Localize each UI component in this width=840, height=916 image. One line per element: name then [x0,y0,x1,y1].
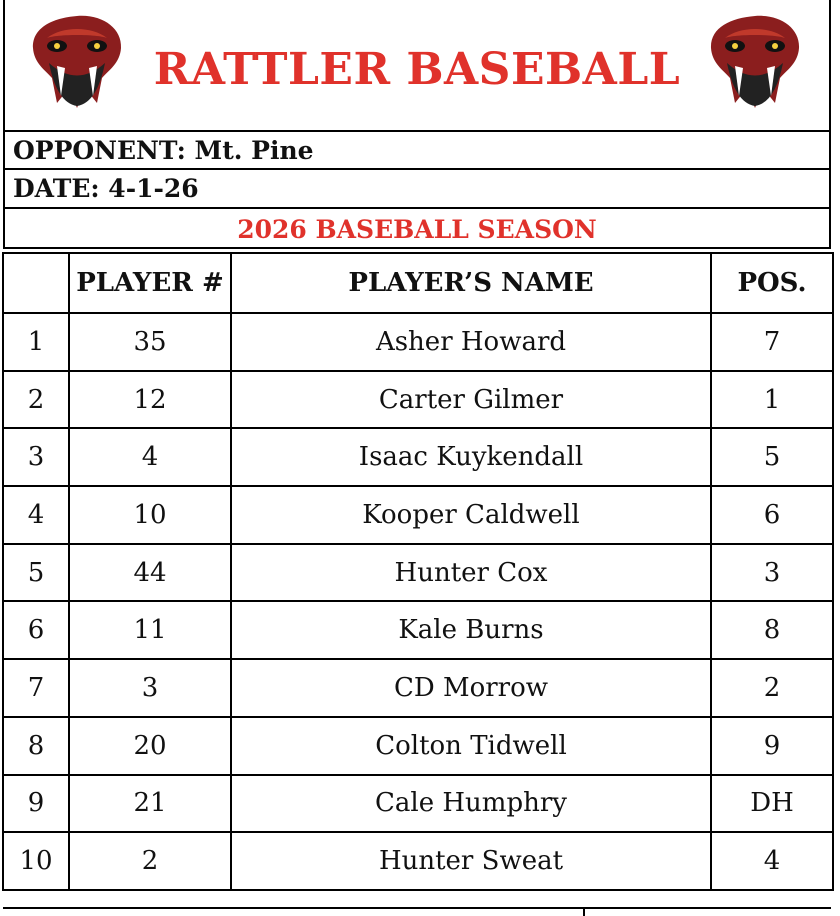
player-number: 3 [69,659,231,717]
bottom-divider-tick [583,907,585,916]
batting-order: 5 [3,544,69,602]
player-name: CD Morrow [231,659,711,717]
header [3,0,831,130]
batting-order: 4 [3,486,69,544]
date-label: DATE: 4-1-26 [3,170,831,209]
player-position: 8 [711,601,833,659]
batting-order: 6 [3,601,69,659]
player-number: 4 [69,428,231,486]
rattlesnake-logo-icon [705,8,805,118]
column-header-player-number: PLAYER # [69,253,231,313]
player-position: 6 [711,486,833,544]
table-row [3,486,833,544]
player-number: 21 [69,775,231,833]
batting-order: 10 [3,832,69,890]
batting-order: 1 [3,313,69,371]
player-number: 20 [69,717,231,775]
table-row [3,832,833,890]
opponent-label: OPPONENT: Mt. Pine [3,130,831,170]
player-number: 35 [69,313,231,371]
table-row [3,428,833,486]
batting-order: 9 [3,775,69,833]
player-position: 4 [711,832,833,890]
lineup-table [2,252,834,891]
page-title: RATTLER BASEBALL [153,44,681,95]
batting-order: 7 [3,659,69,717]
bottom-divider [3,907,831,909]
table-row [3,371,833,429]
player-position: 9 [711,717,833,775]
player-number: 10 [69,486,231,544]
player-name: Hunter Sweat [231,832,711,890]
player-position: 3 [711,544,833,602]
player-name: Isaac Kuykendall [231,428,711,486]
player-name: Cale Humphry [231,775,711,833]
player-name: Asher Howard [231,313,711,371]
player-name: Hunter Cox [231,544,711,602]
season-label: 2026 BASEBALL SEASON [3,209,831,249]
column-header-position: POS. [711,253,833,313]
table-row [3,601,833,659]
table-row [3,544,833,602]
player-number: 44 [69,544,231,602]
batting-order: 2 [3,371,69,429]
player-position: DH [711,775,833,833]
batting-order: 3 [3,428,69,486]
player-name: Colton Tidwell [231,717,711,775]
player-position: 1 [711,371,833,429]
player-number: 2 [69,832,231,890]
column-header-player-name: PLAYER’S NAME [231,253,711,313]
player-position: 2 [711,659,833,717]
player-number: 11 [69,601,231,659]
table-row [3,313,833,371]
table-row [3,659,833,717]
player-number: 12 [69,371,231,429]
player-name: Carter Gilmer [231,371,711,429]
table-row [3,775,833,833]
player-name: Kooper Caldwell [231,486,711,544]
column-header-order [3,253,69,313]
table-header-row [3,253,833,313]
batting-order: 8 [3,717,69,775]
table-row [3,717,833,775]
player-name: Kale Burns [231,601,711,659]
player-position: 7 [711,313,833,371]
player-position: 5 [711,428,833,486]
